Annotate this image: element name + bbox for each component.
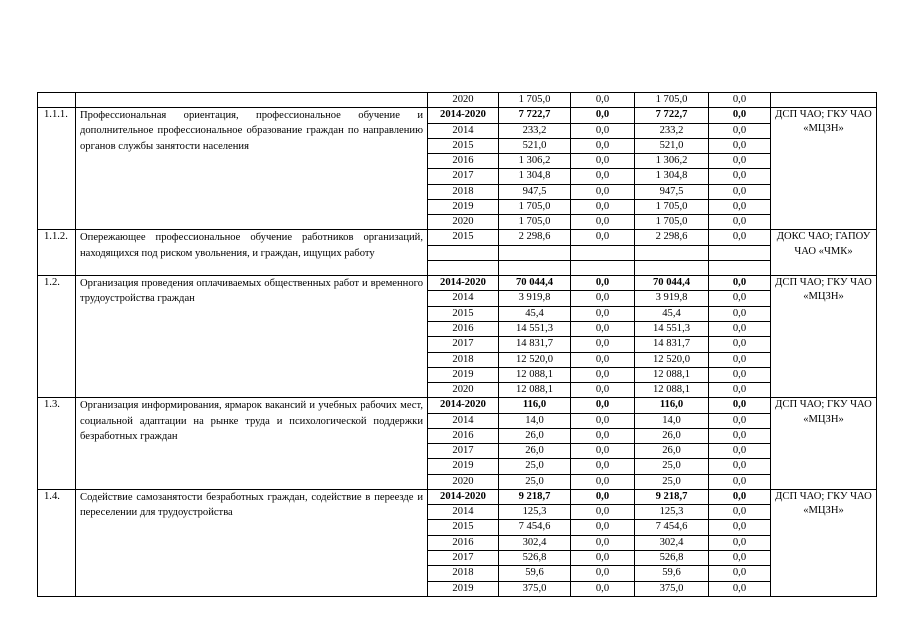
amount-cell: 0,0 xyxy=(571,184,635,199)
amount-cell: 302,4 xyxy=(635,535,709,550)
responsible-cell: ДСП ЧАО; ГКУ ЧАО «МЦЗН» xyxy=(771,108,877,230)
amount-cell: 1 304,8 xyxy=(635,169,709,184)
amount-cell: 26,0 xyxy=(635,428,709,443)
amount-cell: 1 705,0 xyxy=(499,199,571,214)
amount-cell: 25,0 xyxy=(635,474,709,489)
amount-cell: 14 551,3 xyxy=(499,321,571,336)
amount-cell: 0,0 xyxy=(571,123,635,138)
amount-cell: 59,6 xyxy=(635,566,709,581)
amount-cell: 0,0 xyxy=(709,413,771,428)
amount-cell: 3 919,8 xyxy=(635,291,709,306)
year-cell: 2017 xyxy=(428,337,499,352)
amount-cell: 0,0 xyxy=(709,230,771,245)
amount-cell: 0,0 xyxy=(571,93,635,108)
amount-cell: 0,0 xyxy=(709,93,771,108)
amount-cell: 14 831,7 xyxy=(499,337,571,352)
year-cell: 2019 xyxy=(428,367,499,382)
amount-cell: 947,5 xyxy=(635,184,709,199)
table-body xyxy=(38,93,877,597)
amount-cell: 14,0 xyxy=(635,413,709,428)
amount-cell: 2 298,6 xyxy=(635,230,709,245)
table-row xyxy=(38,398,877,413)
amount-cell: 0,0 xyxy=(709,337,771,352)
year-cell: 2014 xyxy=(428,413,499,428)
amount-cell: 0,0 xyxy=(709,489,771,504)
year-cell: 2019 xyxy=(428,459,499,474)
amount-cell xyxy=(571,260,635,275)
amount-cell: 0,0 xyxy=(571,520,635,535)
amount-cell: 0,0 xyxy=(571,215,635,230)
amount-cell: 0,0 xyxy=(571,108,635,123)
amount-cell: 0,0 xyxy=(709,184,771,199)
responsible-cell: ДОКС ЧАО; ГАПОУ ЧАО «ЧМК» xyxy=(771,230,877,276)
amount-cell: 0,0 xyxy=(709,199,771,214)
year-cell: 2018 xyxy=(428,184,499,199)
amount-cell: 0,0 xyxy=(571,199,635,214)
amount-cell: 25,0 xyxy=(499,474,571,489)
amount-cell: 0,0 xyxy=(709,459,771,474)
amount-cell: 3 919,8 xyxy=(499,291,571,306)
measure-name-cell: Профессиональная ориентация, профессиональное обучение и дополнительное профессиональное образование граждан по направлению органов службы занятости населения xyxy=(76,108,428,230)
amount-cell: 0,0 xyxy=(709,352,771,367)
amount-cell: 0,0 xyxy=(709,154,771,169)
amount-cell: 0,0 xyxy=(709,444,771,459)
year-cell: 2020 xyxy=(428,383,499,398)
year-cell: 2015 xyxy=(428,138,499,153)
amount-cell: 0,0 xyxy=(709,215,771,230)
amount-cell: 12 520,0 xyxy=(499,352,571,367)
amount-cell: 0,0 xyxy=(709,550,771,565)
amount-cell: 0,0 xyxy=(709,367,771,382)
table-row xyxy=(38,276,877,291)
item-number-cell: 1.4. xyxy=(38,489,76,596)
amount-cell xyxy=(499,245,571,260)
amount-cell: 59,6 xyxy=(499,566,571,581)
amount-cell: 45,4 xyxy=(499,306,571,321)
amount-cell: 375,0 xyxy=(499,581,571,596)
amount-cell: 0,0 xyxy=(571,428,635,443)
year-cell: 2015 xyxy=(428,230,499,245)
measure-name-cell xyxy=(76,93,428,108)
amount-cell: 0,0 xyxy=(571,154,635,169)
amount-cell: 0,0 xyxy=(709,474,771,489)
amount-cell: 526,8 xyxy=(635,550,709,565)
amount-cell: 12 520,0 xyxy=(635,352,709,367)
year-cell xyxy=(428,245,499,260)
amount-cell: 0,0 xyxy=(709,276,771,291)
responsible-cell xyxy=(771,93,877,108)
amount-cell: 70 044,4 xyxy=(499,276,571,291)
amount-cell: 12 088,1 xyxy=(499,367,571,382)
amount-cell: 0,0 xyxy=(571,444,635,459)
amount-cell: 0,0 xyxy=(571,321,635,336)
amount-cell: 526,8 xyxy=(499,550,571,565)
amount-cell: 0,0 xyxy=(571,550,635,565)
amount-cell: 7 722,7 xyxy=(499,108,571,123)
amount-cell: 0,0 xyxy=(571,398,635,413)
responsible-cell: ДСП ЧАО; ГКУ ЧАО «МЦЗН» xyxy=(771,398,877,490)
responsible-cell: ДСП ЧАО; ГКУ ЧАО «МЦЗН» xyxy=(771,489,877,596)
year-cell: 2017 xyxy=(428,444,499,459)
amount-cell xyxy=(709,260,771,275)
amount-cell: 26,0 xyxy=(499,428,571,443)
amount-cell: 0,0 xyxy=(571,566,635,581)
amount-cell: 7 454,6 xyxy=(499,520,571,535)
amount-cell: 125,3 xyxy=(499,505,571,520)
amount-cell: 7 454,6 xyxy=(635,520,709,535)
item-number-cell: 1.3. xyxy=(38,398,76,490)
year-cell: 2014 xyxy=(428,291,499,306)
amount-cell xyxy=(635,260,709,275)
year-cell: 2014-2020 xyxy=(428,108,499,123)
amount-cell xyxy=(709,245,771,260)
year-cell: 2015 xyxy=(428,306,499,321)
item-number-cell: 1.1.2. xyxy=(38,230,76,276)
year-cell: 2018 xyxy=(428,352,499,367)
amount-cell: 1 304,8 xyxy=(499,169,571,184)
amount-cell: 26,0 xyxy=(635,444,709,459)
amount-cell: 125,3 xyxy=(635,505,709,520)
amount-cell: 0,0 xyxy=(709,138,771,153)
amount-cell: 0,0 xyxy=(709,535,771,550)
amount-cell: 7 722,7 xyxy=(635,108,709,123)
amount-cell: 1 705,0 xyxy=(499,215,571,230)
program-funding-table xyxy=(37,92,877,597)
amount-cell: 1 306,2 xyxy=(635,154,709,169)
amount-cell: 0,0 xyxy=(571,291,635,306)
amount-cell: 0,0 xyxy=(571,367,635,382)
year-cell: 2014 xyxy=(428,123,499,138)
amount-cell: 0,0 xyxy=(709,505,771,520)
amount-cell: 25,0 xyxy=(635,459,709,474)
year-cell: 2016 xyxy=(428,154,499,169)
year-cell: 2016 xyxy=(428,428,499,443)
amount-cell: 0,0 xyxy=(709,321,771,336)
year-cell: 2015 xyxy=(428,520,499,535)
item-number-cell: 1.2. xyxy=(38,276,76,398)
amount-cell: 116,0 xyxy=(499,398,571,413)
amount-cell: 521,0 xyxy=(635,138,709,153)
year-cell: 2020 xyxy=(428,93,499,108)
amount-cell: 521,0 xyxy=(499,138,571,153)
year-cell: 2019 xyxy=(428,581,499,596)
amount-cell: 0,0 xyxy=(571,138,635,153)
measure-name-cell: Содействие самозанятости безработных граждан, содействие в переезде и переселении для трудоустройства xyxy=(76,489,428,596)
amount-cell: 0,0 xyxy=(571,352,635,367)
responsible-cell: ДСП ЧАО; ГКУ ЧАО «МЦЗН» xyxy=(771,276,877,398)
amount-cell: 14 831,7 xyxy=(635,337,709,352)
amount-cell: 947,5 xyxy=(499,184,571,199)
amount-cell: 0,0 xyxy=(571,474,635,489)
amount-cell: 0,0 xyxy=(571,169,635,184)
amount-cell: 116,0 xyxy=(635,398,709,413)
table-row xyxy=(38,93,877,108)
amount-cell: 0,0 xyxy=(571,581,635,596)
item-number-cell xyxy=(38,93,76,108)
amount-cell: 0,0 xyxy=(709,291,771,306)
year-cell: 2014-2020 xyxy=(428,276,499,291)
amount-cell: 0,0 xyxy=(571,306,635,321)
amount-cell: 0,0 xyxy=(709,306,771,321)
amount-cell: 14 551,3 xyxy=(635,321,709,336)
amount-cell: 45,4 xyxy=(635,306,709,321)
year-cell: 2018 xyxy=(428,566,499,581)
amount-cell: 26,0 xyxy=(499,444,571,459)
year-cell: 2014-2020 xyxy=(428,489,499,504)
amount-cell: 302,4 xyxy=(499,535,571,550)
year-cell: 2014 xyxy=(428,505,499,520)
amount-cell: 0,0 xyxy=(571,535,635,550)
amount-cell: 375,0 xyxy=(635,581,709,596)
amount-cell: 12 088,1 xyxy=(635,367,709,382)
measure-name-cell: Организация информирования, ярмарок вакансий и учебных рабочих мест, социальной адаптации на рынке труда и психологической поддержки безработных граждан xyxy=(76,398,428,490)
amount-cell: 233,2 xyxy=(499,123,571,138)
amount-cell: 0,0 xyxy=(709,428,771,443)
amount-cell: 0,0 xyxy=(709,108,771,123)
amount-cell: 0,0 xyxy=(709,566,771,581)
amount-cell: 0,0 xyxy=(571,337,635,352)
amount-cell: 0,0 xyxy=(571,505,635,520)
amount-cell: 1 306,2 xyxy=(499,154,571,169)
amount-cell: 0,0 xyxy=(571,383,635,398)
year-cell: 2016 xyxy=(428,535,499,550)
amount-cell: 0,0 xyxy=(709,123,771,138)
year-cell: 2019 xyxy=(428,199,499,214)
amount-cell: 0,0 xyxy=(571,459,635,474)
table-row xyxy=(38,489,877,504)
year-cell: 2020 xyxy=(428,474,499,489)
year-cell: 2017 xyxy=(428,169,499,184)
amount-cell xyxy=(635,245,709,260)
amount-cell: 9 218,7 xyxy=(499,489,571,504)
year-cell: 2014-2020 xyxy=(428,398,499,413)
amount-cell: 1 705,0 xyxy=(499,93,571,108)
amount-cell xyxy=(499,260,571,275)
amount-cell: 0,0 xyxy=(709,169,771,184)
amount-cell: 12 088,1 xyxy=(635,383,709,398)
amount-cell: 0,0 xyxy=(709,581,771,596)
amount-cell: 14,0 xyxy=(499,413,571,428)
amount-cell xyxy=(571,245,635,260)
amount-cell: 9 218,7 xyxy=(635,489,709,504)
amount-cell: 2 298,6 xyxy=(499,230,571,245)
amount-cell: 0,0 xyxy=(709,520,771,535)
amount-cell: 0,0 xyxy=(571,230,635,245)
amount-cell: 0,0 xyxy=(571,489,635,504)
year-cell: 2020 xyxy=(428,215,499,230)
table-row xyxy=(38,230,877,245)
amount-cell: 1 705,0 xyxy=(635,93,709,108)
amount-cell: 0,0 xyxy=(709,383,771,398)
amount-cell: 1 705,0 xyxy=(635,215,709,230)
amount-cell: 0,0 xyxy=(709,398,771,413)
item-number-cell: 1.1.1. xyxy=(38,108,76,230)
year-cell: 2017 xyxy=(428,550,499,565)
table-row xyxy=(38,108,877,123)
amount-cell: 1 705,0 xyxy=(635,199,709,214)
year-cell: 2016 xyxy=(428,321,499,336)
amount-cell: 0,0 xyxy=(571,276,635,291)
measure-name-cell: Опережающее профессиональное обучение работников организаций, находящихся под риском увольнения, и граждан, ищущих работу xyxy=(76,230,428,276)
amount-cell: 70 044,4 xyxy=(635,276,709,291)
measure-name-cell: Организация проведения оплачиваемых общественных работ и временного трудоустройства граждан xyxy=(76,276,428,398)
year-cell xyxy=(428,260,499,275)
amount-cell: 25,0 xyxy=(499,459,571,474)
amount-cell: 0,0 xyxy=(571,413,635,428)
amount-cell: 233,2 xyxy=(635,123,709,138)
amount-cell: 12 088,1 xyxy=(499,383,571,398)
